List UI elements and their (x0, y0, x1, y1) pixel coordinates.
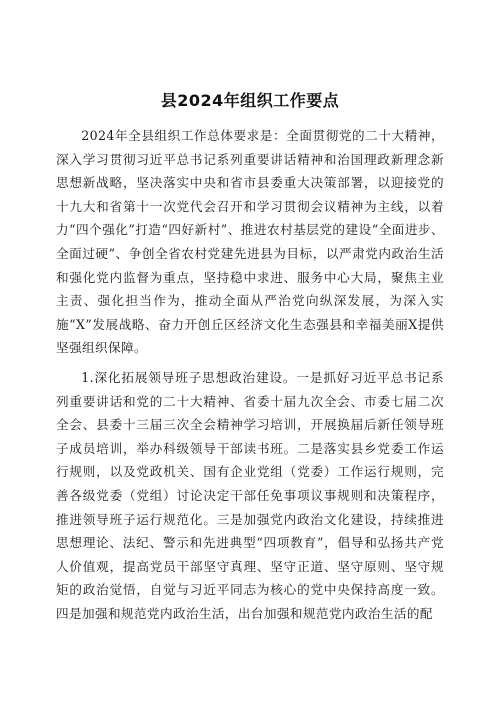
paragraph-leadership-building: 1.深化拓展领导班子思想政治建设。一是抓好习近平总书记系列重要讲话和党的二十大精神、省委十届九次全会、市委七届二次全会、县委十三届三次全会精神学习培训，开展换届后新任领导班子成员培训，举办科级领导干部读书班。二是落实县乡党委工作运行规则，以及党政机关、国有企业党组（党委）工作运行规则，完善各级党委（党组）讨论决定干部任免事项议事规则和决策程序，推进领导班子运行规范化。三是加强党内政治文化建设，持续推进思想理论、法纪、警示和先进典型“四项教育”，倡导和弘扬共产党人价值观，提高党员干部坚守真理、坚守正道、坚守原则、坚守规矩的政治觉悟，自觉与习近平同志为核心的党中央保持高度一致。四是加强和规范党内政治生活，出台加强和规范党内政治生活的配 (56, 369, 444, 621)
paragraph-overall-requirements: 2024年全县组织工作总体要求是：全面贯彻党的二十大精神，深入学习贯彻习近平总书记系列重要讲话精神和治国理政新理念新思想新战略，坚决落实中央和省市县委重大决策部署，以迎接党的十九大和省第十一次党代会召开和学习贯彻会议精神为主线，以着力“四个强化”打造“四好新村”、推进农村基层党的建设“全面进步、全面过硬”、争创全省农村党建先进县为目标，以严肃党内政治生活和强化党内监督为重点，坚持稳中求进、服务中心大局，聚焦主业主责、强化担当作为，推动全面从严治党向纵深发展，为深入实施“X”发展战略、奋力开创丘区经济文化生态强县和幸福美丽X提供坚强组织保障。 (56, 128, 444, 356)
document-title: 县2024年组织工作要点 (160, 91, 340, 110)
document-body (56, 124, 444, 625)
